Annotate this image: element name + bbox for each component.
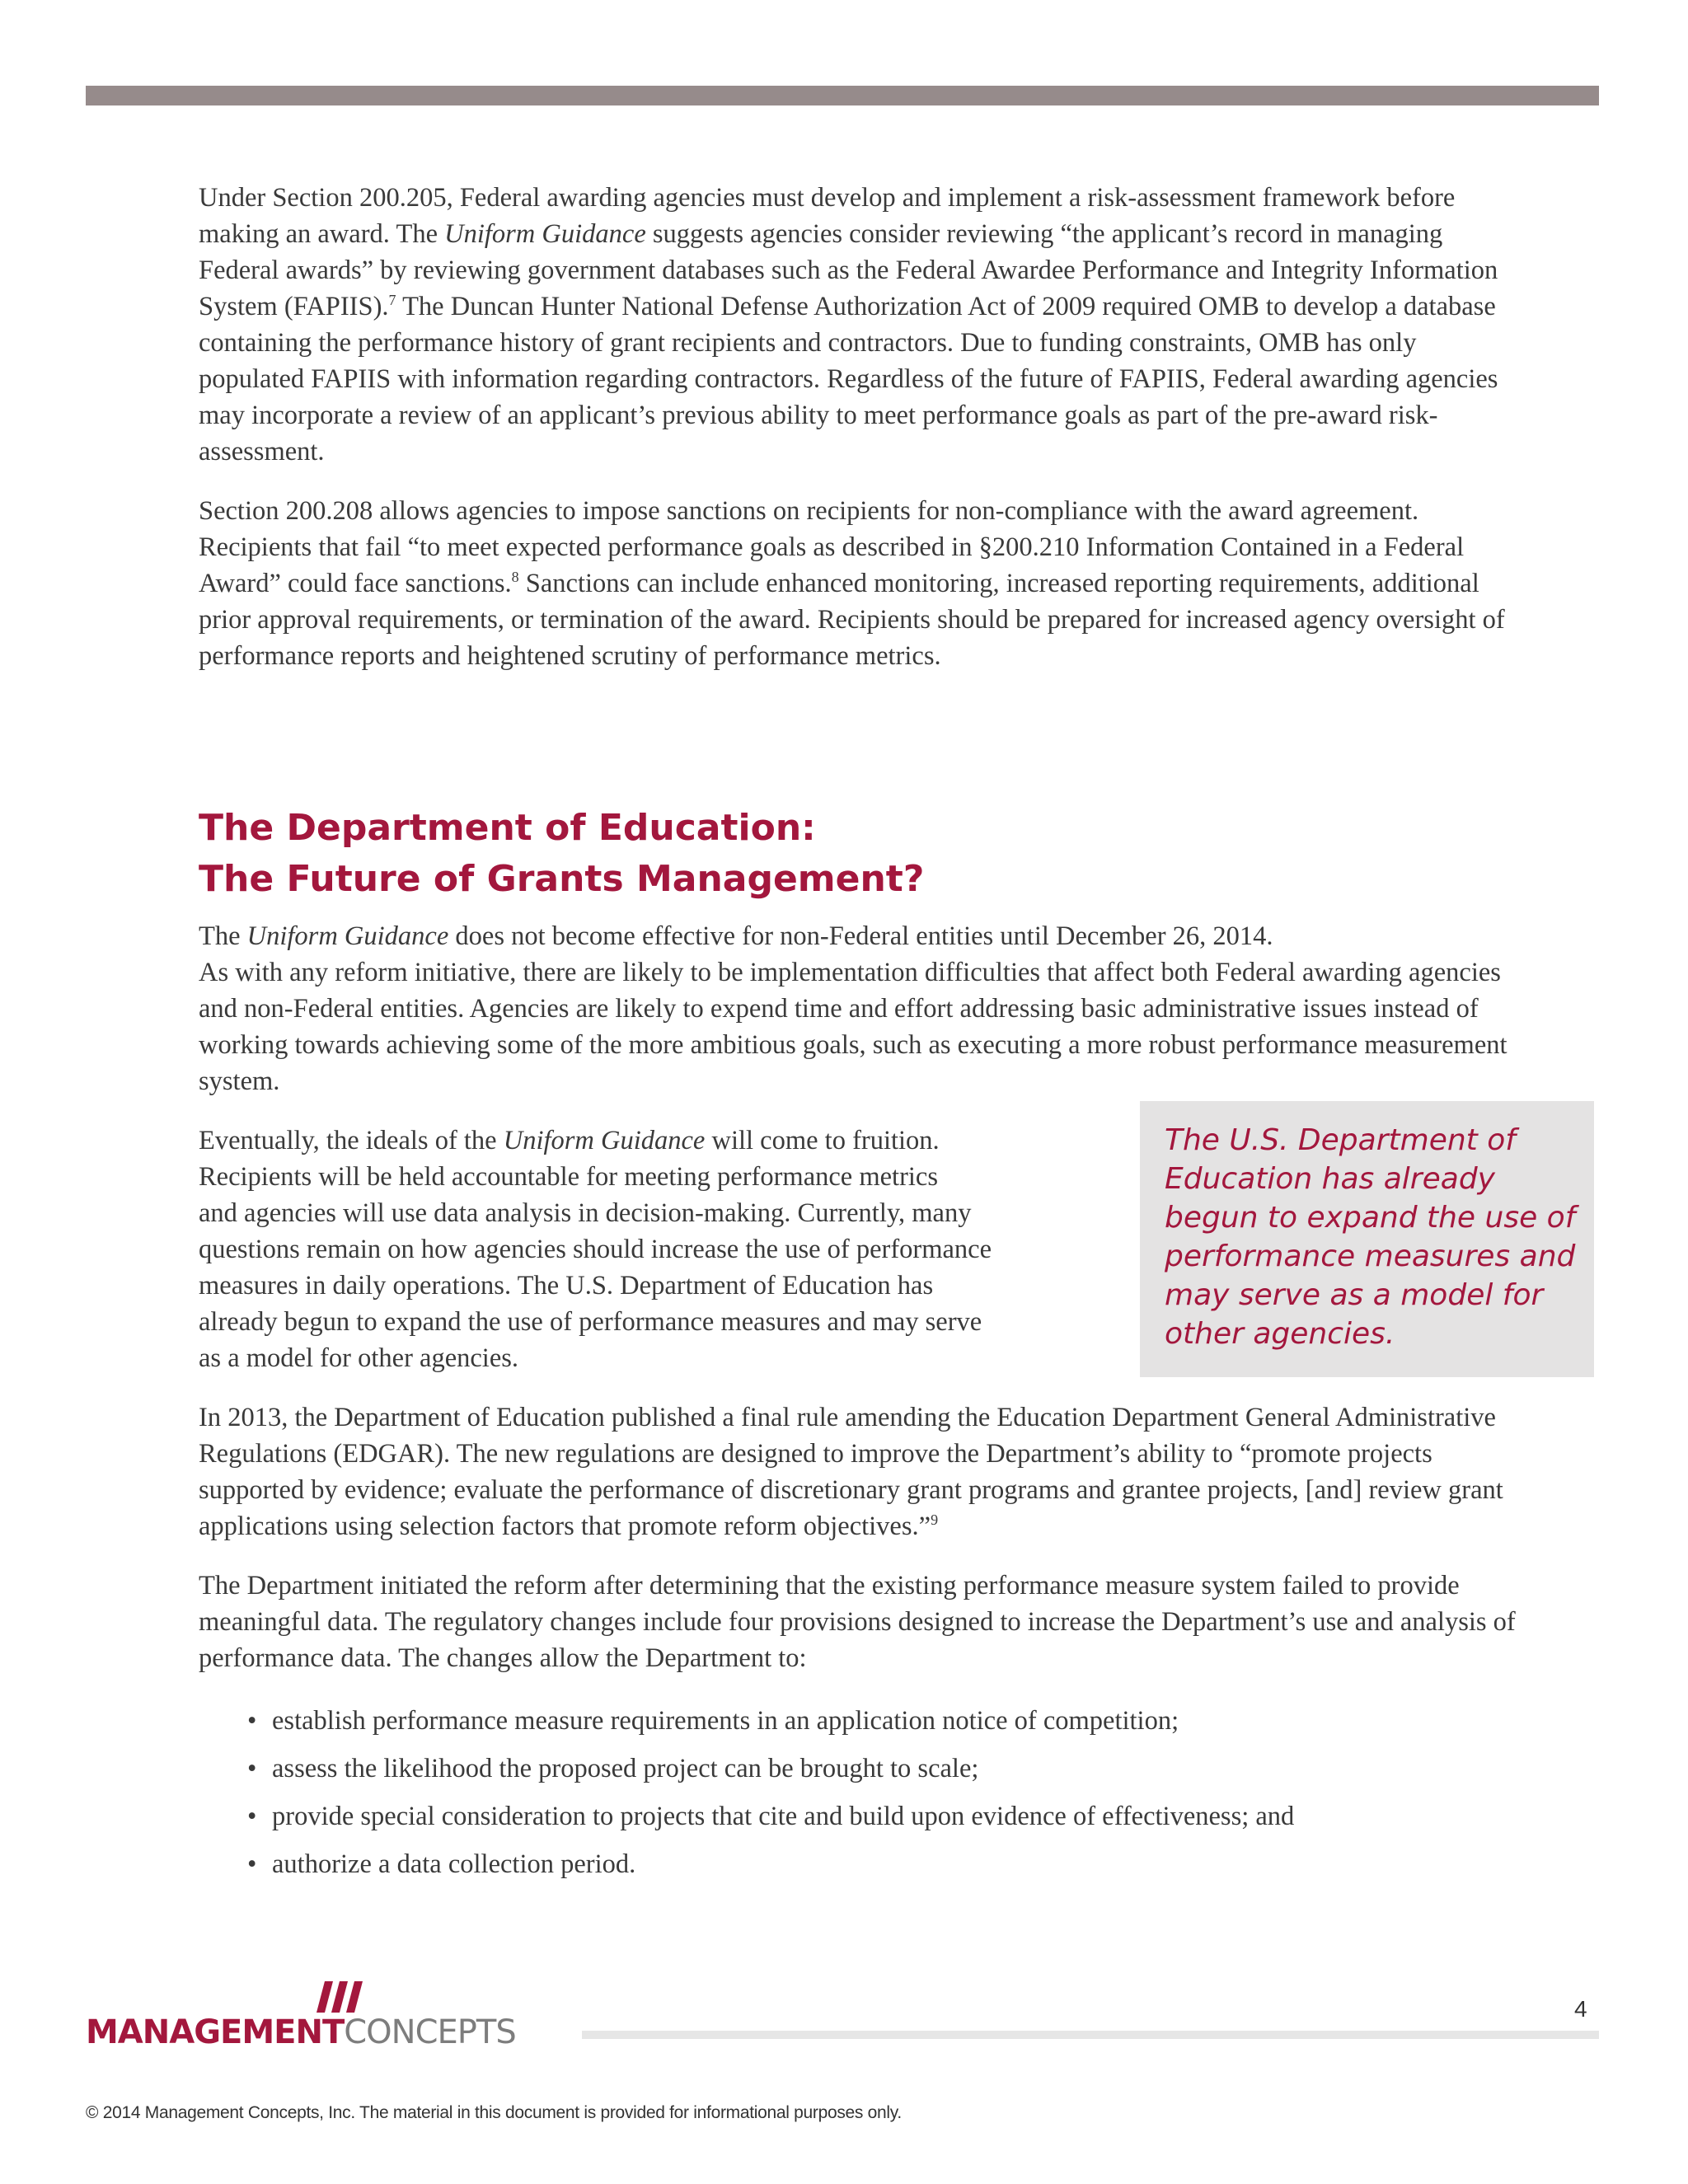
footnote-ref-9: 9	[931, 1511, 939, 1529]
footer-rule	[582, 2031, 1599, 2039]
page-number: 4	[1574, 1996, 1587, 2022]
paragraph-effective-date: The Uniform Guidance does not become effective for non-Federal entities until December 26, 2014. As with any reform initiative, there are likely to be implementation difficulties that affect both Federal awarding agencies and non-Federal entities. Agencies are likely to expend time and effort addressing basic administrative issues instead of working towards achieving some of the more ambitious goals, such as executing a more robust performance measurement system.	[199, 921, 1507, 1096]
bullet-glyph: •	[247, 1706, 257, 1736]
heading-line-2: The Future of Grants Management?	[199, 858, 925, 900]
provision-list	[247, 1703, 1294, 1894]
list-item: • authorize a data collection period.	[247, 1846, 1294, 1894]
bullet-glyph: •	[247, 1802, 257, 1831]
list-item: • provide special consideration to projects that cite and build upon evidence of effectiveness; and	[247, 1798, 1294, 1846]
list-item: • assess the likelihood the proposed project can be brought to scale;	[247, 1750, 1294, 1798]
paragraph-fruition: Eventually, the ideals of the Uniform Guidance will come to fruition. Recipients will be held accountable for meeting performance metrics and agencies will use data analysis in decision-making. Currently, many questions remain on how agencies should increase the use of performance measures in daily operations. The U.S. Department of Education has already begun to expand the use of performance measures and may serve as a model for other agencies.	[199, 1126, 992, 1373]
footnote-ref-7: 7	[388, 292, 396, 309]
bullet-glyph: •	[247, 1849, 257, 1879]
list-item: • establish performance measure requirements in an application notice of competition;	[247, 1703, 1294, 1750]
italic-uniform-guidance: Uniform Guidance	[444, 219, 646, 249]
pull-quote-box	[1140, 1101, 1594, 1377]
logo-mark-icon	[316, 1981, 366, 2013]
paragraph-sanctions: Section 200.208 allows agencies to impose sanctions on recipients for non-compliance with the award agreement. Recipients that fail “to meet expected performance goals as described in §200.210 Information Contained in a Federal Award” could face sanctions.$^8$ Sanctions can include enhanced monitoring, increased reporting requirements, additional prior approval requirements, or termination of the award. Recipients should be prepared for increased agency oversight of performance reports and heightened scrutiny of performance metrics.	[199, 496, 1505, 671]
footnote-ref-8: 8	[511, 569, 519, 586]
logo-wordmark: MANAGEMENTCONCEPTS	[86, 2013, 516, 2051]
bullet-glyph: •	[247, 1754, 257, 1783]
copyright-notice: © 2014 Management Concepts, Inc. The material in this document is provided for informational purposes only.	[86, 2103, 902, 2122]
heading-line-1: The Department of Education:	[199, 807, 816, 849]
top-rule	[86, 86, 1599, 105]
italic-uniform-guidance: Uniform Guidance	[246, 921, 449, 951]
paragraph-reform: The Department initiated the reform after determining that the existing performance measure system failed to provide meaningful data. The regulatory changes include four provisions designed to increase the Department’s use and analysis of performance data. The changes allow the Department to:	[199, 1571, 1516, 1673]
section-heading	[199, 803, 924, 905]
paragraph-risk-assessment: Under Section 200.205, Federal awarding agencies must develop and implement a risk-assessment framework before making an award. The Uniform Guidance suggests agencies consider reviewing “the applicant’s record in managing Federal awards” by reviewing government databases such as the Federal Awardee Performance and Integrity Information System (FAPIIS).$^7$ The Duncan Hunter National Defense Authorization Act of 2009 required OMB to develop a database containing the performance history of grant recipients and contractors. Due to funding constraints, OMB has only populated FAPIIS with information regarding contractors. Regardless of the future of FAPIIS, Federal awarding agencies may incorporate a review of an applicant’s previous ability to meet performance goals as part of the pre-award risk-assessment.	[199, 183, 1498, 466]
paragraph-edgar: In 2013, the Department of Education published a final rule amending the Education Department General Administrative Regulations (EDGAR). The new regulations are designed to improve the Department’s ability to “promote projects supported by evidence; evaluate the performance of discretionary grant programs and grantee projects, [and] review grant applications using selection factors that promote reform objectives.”$^9$	[199, 1403, 1503, 1541]
italic-uniform-guidance: Uniform Guidance	[503, 1126, 706, 1155]
pull-quote-text: The U.S. Department of Education has already begun to expand the use of performance measures and may serve as a model for other agencies.	[1165, 1123, 1576, 1351]
management-concepts-logo	[86, 1981, 547, 2051]
